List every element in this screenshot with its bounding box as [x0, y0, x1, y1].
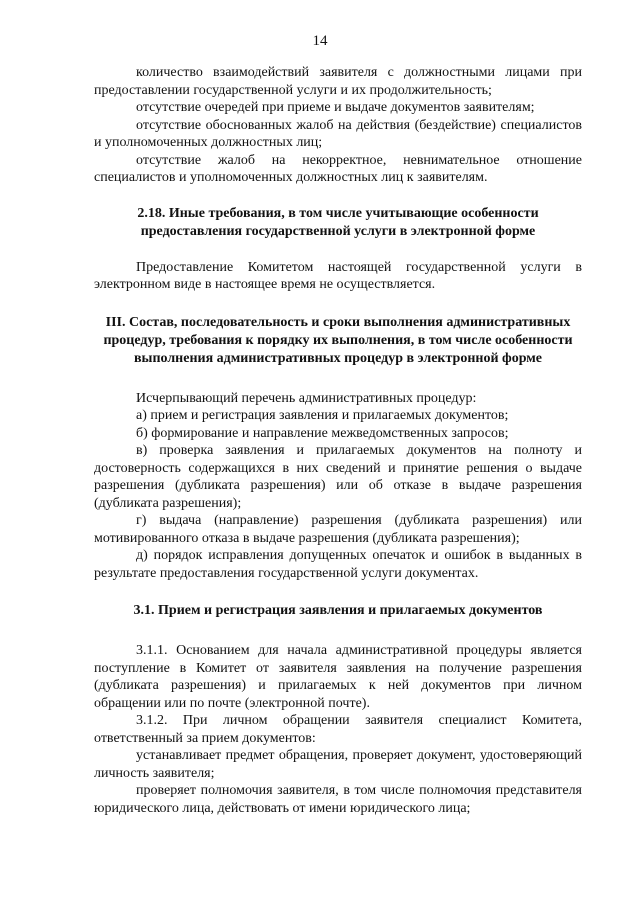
document-body: [94, 64, 582, 817]
procedure-item: б) формирование и направление межведомственных запросов;: [136, 425, 509, 441]
section-31-paragraph: устанавливает предмет обращения, проверяет документ, удостоверяющий личность заявителя;: [94, 748, 582, 781]
criterion-item: отсутствие очередей при приеме и выдаче документов заявителям;: [136, 100, 535, 115]
section-31-paragraph: 3.1.1. Основанием для начала административной процедуры является поступление в Комитет от заявителя заявления на получение разрешения (дубликата разрешения) и прилагаемых к ней документов при личном обращении или по почте (электронной почте).: [94, 643, 582, 711]
criterion-item: отсутствие обоснованных жалоб на действия (бездействие) специалистов и уполномоченных должностных лиц;: [94, 117, 582, 150]
procedure-item: а) прием и регистрация заявления и прилагаемых документов;: [136, 408, 509, 423]
procedure-item: в) проверка заявления и прилагаемых документов на полноту и достоверность содержащихся в них сведений и принятие решения о выдаче разрешения (дубликата разрешения) или об отказе в выдаче разрешения (дубликата разрешения);: [94, 443, 582, 511]
criterion-item: количество взаимодействий заявителя с должностными лицами при предоставлении государственной услуги и их продолжительность;: [94, 65, 582, 98]
section-31-heading: 3.1. Прием и регистрация заявления и прилагаемых документов: [133, 603, 543, 618]
section-218-text: Предоставление Комитетом настоящей государственной услуги в электронном виде в настоящее время не осуществляется.: [94, 259, 582, 292]
section-3-intro: Исчерпывающий перечень административных процедур:: [136, 390, 477, 406]
procedure-item: д) порядок исправления допущенных опечаток и ошибок в выданных в результате предоставления государственной услуги документах.: [94, 548, 582, 581]
section-3-heading: III. Состав, последовательность и сроки выполнения административных процедур, требования к порядку их выполнения, в том числе особенности выполнения административных процедур в электронной форме: [103, 314, 573, 366]
page-number: 14: [312, 33, 328, 49]
section-31-paragraph: 3.1.2. При личном обращении заявителя специалист Комитета, ответственный за прием документов:: [94, 713, 582, 746]
procedure-item: г) выдача (направление) разрешения (дубликата разрешения) или мотивированного отказа в выдаче разрешения (дубликата разрешения);: [94, 513, 582, 546]
section-218-heading: 2.18. Иные требования, в том числе учитывающие особенности предоставления государственной услуги в электронной форме: [137, 205, 539, 239]
criterion-item: отсутствие жалоб на некорректное, невнимательное отношение специалистов и уполномоченных должностных лиц к заявителям.: [94, 152, 582, 185]
section-31-paragraph: проверяет полномочия заявителя, в том числе полномочия представителя юридического лица, действовать от имени юридического лица;: [94, 783, 582, 816]
